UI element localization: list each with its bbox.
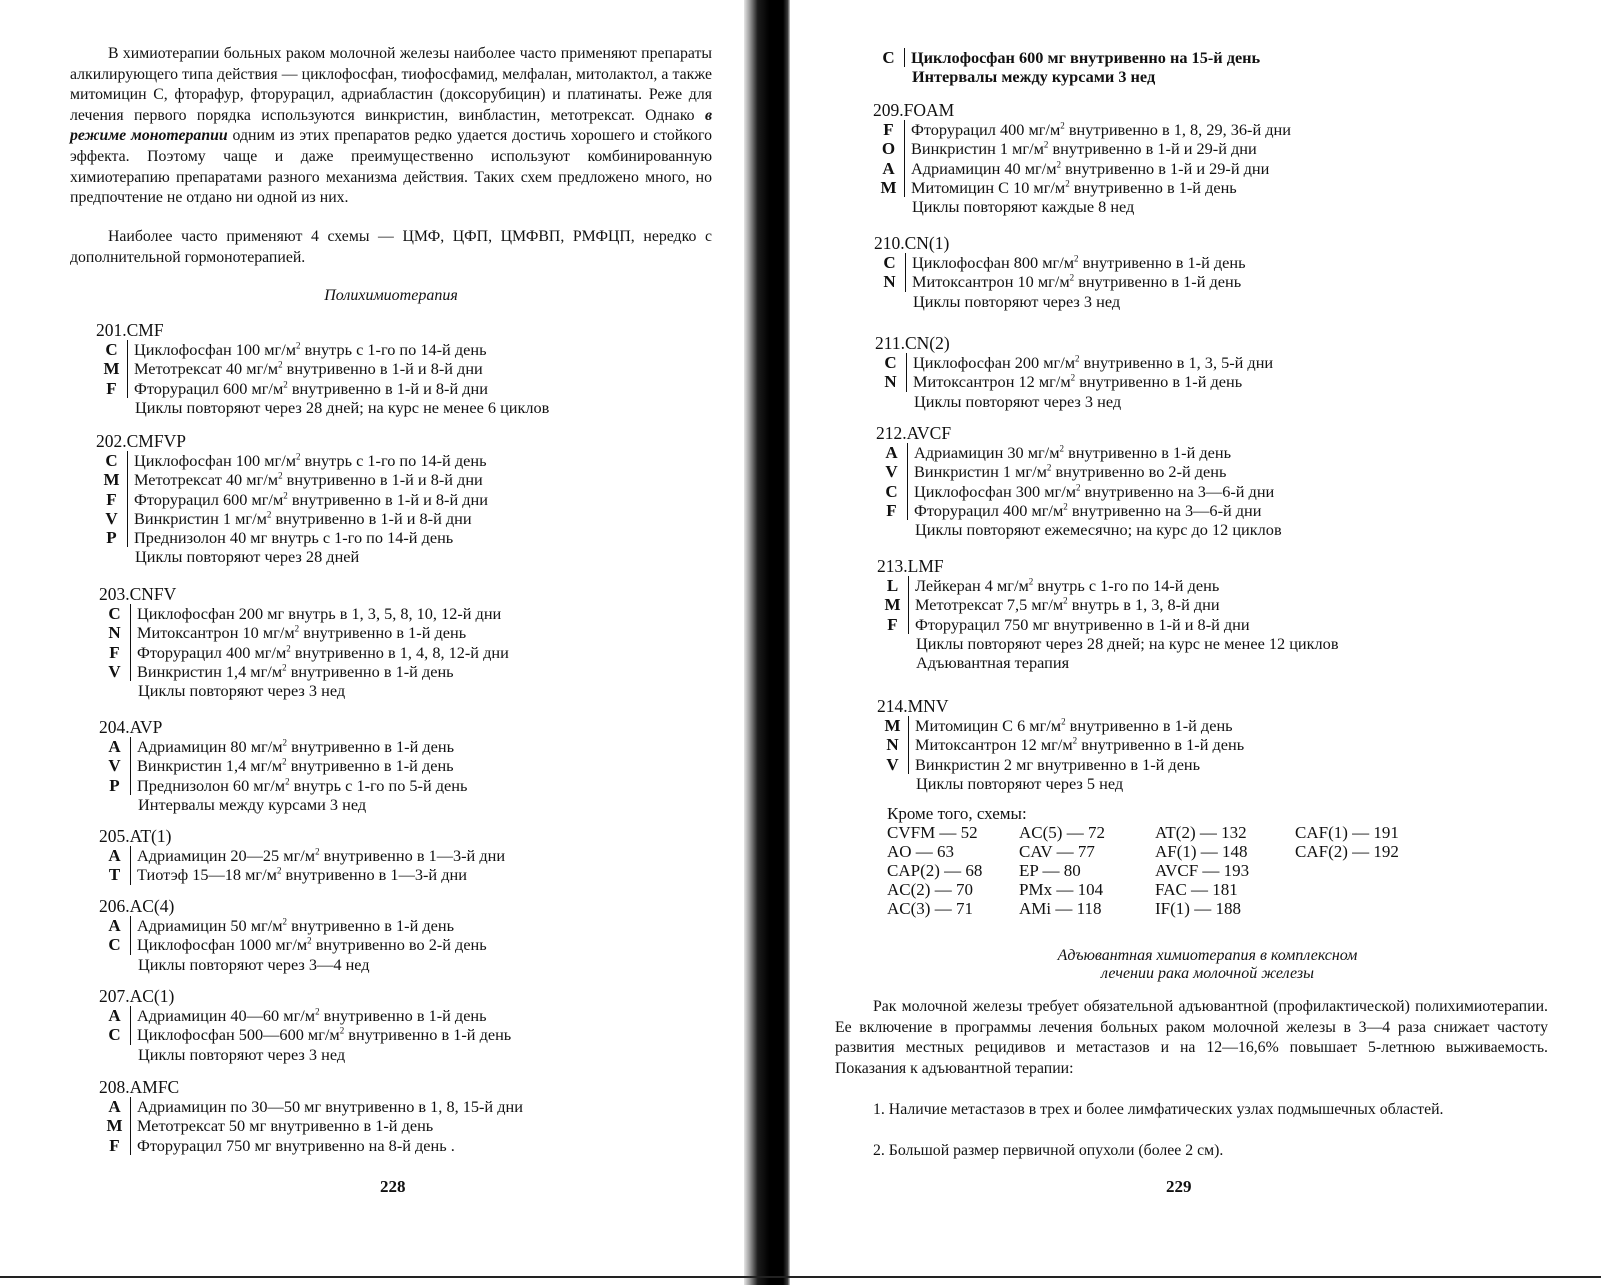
drug-dose: Винкристин 2 мг внутривенно в 1-й день [908, 755, 1200, 774]
page-number-right: 229 [1166, 1177, 1192, 1196]
drug-row [875, 372, 1273, 391]
drug-row [99, 756, 467, 775]
adjuvant-heading [845, 947, 1570, 983]
regimen-title [877, 696, 1244, 716]
drug-dose: Циклофосфан 600 мг внутривенно на 15-й день [904, 48, 1260, 67]
drug-row [876, 462, 1282, 481]
other-regimen-ref: CAP(2) — 68 [887, 861, 983, 880]
indication-2: 2. Большой размер первичной опухоли (более 2 см). [873, 1142, 1224, 1159]
regimen-name: CMF [126, 320, 164, 340]
regimen-title [99, 896, 487, 916]
regimen-name: CNFV [129, 584, 177, 604]
drug-letter: F [883, 120, 894, 139]
drug-dose: Митомицин С 6 $мг/м^2$ внутривенно в 1-й день [908, 716, 1233, 735]
regimen-number: 205. [99, 826, 130, 846]
intro-text-a: В химиотерапии больных раком молочной железы наиболее часто применяют препараты алкилирующего типа действия — циклофосфан, тиофосфамид, мелфалан, митолактол, а также митомицин С, фторафур, фторурацил, адриабластин (доксорубицин) и платинаты. Реже для лечения первого порядка используются винкристин, винбластин, метотрексат. Однако [70, 45, 712, 124]
drug-letter: L [886, 576, 899, 595]
drug-dose: Метотрексат 40 $мг/м^2$ внутривенно в 1-й и 8-й дни [127, 470, 483, 489]
drug-dose: Винкристин 1 $мг/м^2$ внутривенно в 1-й и 29-й дни [904, 139, 1257, 158]
regimen-name: AC(4) [129, 896, 175, 916]
drug-dose: Метотрексат 40 $мг/м^2$ внутривенно в 1-й и 8-й дни [127, 359, 483, 378]
drug-row [99, 865, 505, 884]
regimen-note: Адъювантная терапия [916, 653, 1070, 673]
drug-letter: C [882, 48, 895, 67]
drug-row [99, 916, 487, 935]
other-regimen-ref: CVFM — 52 [887, 823, 978, 842]
regimen-name: AVP [129, 717, 163, 737]
other-regimen-ref: AMi — 118 [1019, 899, 1102, 918]
drug-letter: A [882, 158, 895, 178]
drug-dose: Винкристин 1 $мг/м^2$ внутривенно во 2-й день [907, 462, 1226, 481]
regimen-number: 201. [96, 320, 127, 340]
regimen-number: 206. [99, 896, 130, 916]
drug-dose: Тиотэф 15—18 $мг/м^2$ внутривенно в 1—3-й дни [130, 865, 467, 884]
drug-dose: Циклофосфан 200 $мг/м^2$ внутривенно в 1, 3, 5-й дни [906, 353, 1273, 372]
drug-dose: Фторурацил 400 $мг/м^2$ внутривенно в 1, 8, 29, 36-й дни [904, 120, 1291, 139]
drug-letter: A [108, 846, 121, 865]
regimen-note: Циклы повторяют каждые 8 нед [912, 197, 1135, 217]
drug-dose: Винкристин 1 $мг/м^2$ внутривенно в 1-й и 8-й дни [127, 509, 472, 528]
drug-letter: F [886, 500, 897, 520]
regimen-note: Интервалы между курсами 3 нед [912, 67, 1156, 87]
drug-dose: Фторурацил 600 $мг/м^2$ внутривенно в 1-й и 8-й дни [127, 379, 488, 398]
drug-row [99, 776, 467, 795]
other-regimens [887, 804, 1445, 918]
drug-row [875, 353, 1273, 372]
drug-row [99, 1116, 523, 1135]
section-heading: Полихимиотерапия [324, 287, 458, 304]
regimen-title [99, 826, 505, 846]
intro-paragraph-1 [70, 44, 712, 209]
drug-letter: A [108, 916, 121, 935]
other-regimen-ref: AT(2) — 132 [1155, 823, 1247, 842]
regimen-204 [99, 717, 467, 814]
regimen-title [876, 423, 1282, 443]
drug-dose: Циклофосфан 200 мг внутрь в 1, 3, 5, 8, 10, 12-й дни [130, 604, 501, 623]
drug-letter: C [884, 353, 897, 372]
regimen-title [873, 100, 1291, 120]
other-regimen-ref: AO — 63 [887, 842, 955, 861]
drug-row [99, 1097, 523, 1116]
regimen-name: AVCF [906, 423, 952, 443]
drug-dose: Винкристин 1,4 $мг/м^2$ внутривенно в 1-й день [130, 756, 454, 775]
regimen-note: Циклы повторяют через 3—4 нед [138, 954, 370, 974]
regimen-note: Интервалы между курсами 3 нед [138, 794, 367, 814]
drug-row [99, 604, 509, 623]
drug-letter: C [108, 604, 121, 623]
drug-dose: Фторурацил 600 $мг/м^2$ внутривенно в 1-й и 8-й дни [127, 490, 488, 509]
drug-dose: Циклофосфан 100 $мг/м^2$ внутрь с 1-го по 14-й день [127, 340, 487, 359]
drug-dose: Преднизолон 40 мг внутрь с 1-го по 14-й день [127, 528, 453, 547]
regimen-208 [99, 1077, 523, 1155]
drug-letter: C [105, 451, 118, 470]
drug-dose: Фторурацил 400 $мг/м^2$ внутривенно в 1, 4, 8, 12-й дни [130, 643, 509, 662]
other-regimen-ref: AF(1) — 148 [1155, 842, 1248, 861]
drug-dose: Адриамицин 40 $мг/м^2$ внутривенно в 1-й и 29-й дни [904, 159, 1269, 178]
drug-row [877, 576, 1339, 595]
drug-row [877, 755, 1244, 774]
drug-letter: F [109, 1135, 120, 1155]
regimen-number: 212. [876, 423, 907, 443]
drug-row [873, 139, 1291, 158]
regimen-name: MNV [907, 696, 949, 716]
drug-row [873, 159, 1291, 178]
drug-letter: M [884, 595, 901, 615]
regimen-note: Циклы повторяют через 28 дней [135, 547, 360, 567]
regimen-205 [99, 826, 505, 885]
regimen-number: 214. [877, 696, 908, 716]
other-regimen-ref: AC(5) — 72 [1019, 823, 1105, 842]
drug-dose: Адриамицин 20—25 $мг/м^2$ внутривенно в 1—3-й дни [130, 846, 505, 865]
drug-row [96, 379, 549, 398]
drug-dose: Митоксантрон 12 $мг/м^2$ внутривенно в 1-й день [908, 735, 1244, 754]
drug-dose: Адриамицин 30 $мг/м^2$ внутривенно в 1-й день [907, 443, 1231, 462]
regimen-number: 202. [96, 431, 127, 451]
drug-letter: A [885, 443, 898, 462]
other-regimen-ref [1295, 899, 1445, 918]
drug-letter: A [108, 1006, 121, 1025]
regimen-number: 211. [875, 333, 905, 353]
other-regimen-ref [1295, 861, 1445, 880]
intro-paragraph-2: Наиболее часто применяют 4 схемы — ЦМФ, ЦФП, ЦМФВП, РМФЦП, нередко с дополнительной гормонотерапией. [70, 228, 712, 266]
drug-letter: F [106, 489, 117, 509]
drug-letter: N [884, 372, 897, 392]
drug-dose: Метотрексат 50 мг внутривенно в 1-й день [130, 1116, 433, 1135]
drug-dose: Митомицин С 10 $мг/м^2$ внутривенно в 1-й день [904, 178, 1237, 197]
drug-letter: N [886, 735, 899, 755]
other-regimen-ref: PMx — 104 [1019, 880, 1104, 899]
drug-row [99, 623, 509, 642]
regimen-number: 204. [99, 717, 130, 737]
regimen-name: LMF [907, 556, 944, 576]
regimen-211 [875, 333, 1273, 411]
drug-letter: P [106, 528, 117, 548]
regimen-209 [873, 100, 1291, 216]
drug-dose: Митоксантрон 10 $мг/м^2$ внутривенно в 1-й день [130, 623, 466, 642]
regimen-207 [99, 986, 511, 1064]
drug-dose: Лейкеран 4 $мг/м^2$ внутрь с 1-го по 14-й день [908, 576, 1219, 595]
drug-row [96, 528, 488, 547]
regimen-title [877, 556, 1339, 576]
drug-dose: Циклофосфан 300 $мг/м^2$ внутривенно на 3—6-й дни [907, 482, 1274, 501]
page-number-left: 228 [380, 1177, 406, 1196]
indication-1: 1. Наличие метастазов в трех и более лимфатических узлах подмышечных областей. [873, 1101, 1444, 1118]
other-regimen-ref: FAC — 181 [1155, 880, 1238, 899]
drug-letter: C [885, 481, 898, 501]
drug-row [96, 451, 488, 470]
drug-letter: N [108, 623, 121, 643]
drug-letter: C [108, 935, 121, 955]
regimen-note: Циклы повторяют через 3 нед [914, 391, 1122, 411]
regimen-note: Циклы повторяют через 3 нед [913, 291, 1121, 311]
drug-dose: Циклофосфан 500—600 $мг/м^2$ внутривенно в 1-й день [130, 1025, 511, 1044]
other-regimen-ref: AC(3) — 71 [887, 899, 973, 918]
regimen-number: 203. [99, 584, 130, 604]
regimen-number: 209. [873, 100, 904, 120]
drug-letter: M [884, 716, 901, 735]
drug-dose: Фторурацил 750 мг внутривенно в 1-й и 8-й дни [908, 615, 1250, 634]
drug-letter: M [103, 470, 120, 490]
regimen-name: CMFVP [126, 431, 186, 451]
regimen-name: FOAM [903, 100, 955, 120]
regimen-title [99, 584, 509, 604]
drug-row [874, 253, 1246, 272]
drug-dose: Винкристин 1,4 $мг/м^2$ внутривенно в 1-й день [130, 662, 454, 681]
drug-row [99, 846, 505, 865]
drug-row [96, 470, 488, 489]
drug-dose: Адриамицин 80 $мг/м^2$ внутривенно в 1-й день [130, 737, 454, 756]
drug-row [96, 509, 488, 528]
drug-row [877, 615, 1339, 634]
drug-row [96, 490, 488, 509]
other-regimen-ref [1295, 880, 1445, 899]
drug-letter: N [883, 272, 896, 292]
adjuvant-paragraph: Рак молочной железы требует обязательной адъювантной (профилактической) полихимиотерапии. Ее включение в программы лечения больных раком молочной железы в 3—4 раза снижает частоту развития местных рецидивов и метастазов и на 12—16,6% повышает 5-летнюю выживаемость. Показания к адъювантной терапии: [835, 998, 1548, 1077]
regimen-number: 207. [99, 986, 130, 1006]
drug-row [877, 735, 1244, 754]
drug-row [877, 595, 1339, 614]
drug-row [876, 482, 1282, 501]
drug-row [99, 643, 509, 662]
drug-letter: M [880, 177, 897, 197]
drug-letter: V [886, 754, 899, 774]
regimen-note: Циклы повторяют через 28 дней; на курс не менее 12 циклов [916, 633, 1339, 653]
regimen-206 [99, 896, 487, 974]
other-regimen-ref: IF(1) — 188 [1155, 899, 1241, 918]
intro-text-b: одним из этих препаратов редко удается достичь хорошего и стойкого эффекта. Поэтому чаще и даже преимущественно используют комбинированную химиотерапию препаратами разного механизма действия. Таких схем предложено много, но предпочтение не отдано ни одной из них. [70, 127, 712, 207]
drug-letter: P [109, 775, 120, 795]
drug-letter: V [108, 661, 121, 681]
regimen-212 [876, 423, 1282, 539]
regimen-210 [874, 233, 1246, 311]
drug-letter: V [108, 756, 121, 776]
drug-row [873, 120, 1291, 139]
other-regimen-ref: CAF(2) — 192 [1295, 842, 1399, 861]
drug-row [96, 359, 549, 378]
drug-dose: Адриамицин 50 $мг/м^2$ внутривенно в 1-й день [130, 916, 454, 935]
regimen-note: Циклы повторяют через 28 дней; на курс не менее 6 циклов [135, 397, 550, 417]
regimen-214 [877, 696, 1244, 793]
drug-letter: F [887, 614, 898, 634]
drug-row [874, 272, 1246, 291]
adjuvant-heading-line-2: лечении рака молочной железы [1101, 965, 1314, 982]
regimen-name: AMFC [129, 1077, 180, 1097]
regimen-title [874, 233, 1246, 253]
drug-dose: Фторурацил 400 $мг/м^2$ внутривенно на 3—6-й дни [907, 501, 1262, 520]
drug-dose: Циклофосфан 100 $мг/м^2$ внутрь с 1-го по 14-й день [127, 451, 487, 470]
drug-letter: T [108, 865, 121, 885]
drug-row [99, 935, 487, 954]
regimen-title [99, 1077, 523, 1097]
drug-letter: V [885, 462, 898, 482]
regimen-title [875, 333, 1273, 353]
page-bottom-edge [0, 1276, 1601, 1278]
drug-row [876, 443, 1282, 462]
drug-letter: F [106, 378, 117, 398]
drug-row [99, 1006, 511, 1025]
regimen-title [96, 320, 549, 340]
drug-dose: Циклофосфан 1000 $мг/м^2$ внутривенно во 2-й день [130, 935, 487, 954]
drug-dose: Преднизолон 60 $мг/м^2$ внутрь с 1-го по 5-й день [130, 776, 467, 795]
drug-letter: C [883, 253, 896, 272]
drug-letter: F [109, 642, 120, 662]
drug-dose: Адриамицин по 30—50 мг внутривенно в 1, 8, 15-й дни [130, 1097, 523, 1116]
regimen-note: Циклы повторяют через 3 нед [138, 1044, 346, 1064]
other-regimen-ref: EP — 80 [1019, 861, 1081, 880]
regimen-title [99, 717, 467, 737]
drug-dose: Фторурацил 750 мг внутривенно на 8-й день . [130, 1136, 455, 1155]
regimen-number: 213. [877, 556, 908, 576]
drug-letter: M [103, 359, 120, 379]
drug-row [876, 501, 1282, 520]
regimen-208-continued [873, 48, 1260, 87]
regimen-name: AT(1) [129, 826, 172, 846]
regimen-201 [96, 320, 549, 417]
drug-letter: A [108, 1097, 121, 1116]
intro-emphasis: в режиме монотерапии [70, 106, 712, 145]
drug-row [873, 48, 1260, 67]
drug-dose: Митоксантрон 12 $мг/м^2$ внутривенно в 1-й день [906, 372, 1242, 391]
regimen-note: Циклы повторяют через 5 нед [916, 773, 1124, 793]
drug-dose: Циклофосфан 800 $мг/м^2$ внутривенно в 1-й день [905, 253, 1246, 272]
other-regimens-label: Кроме того, схемы: [887, 804, 1027, 823]
regimen-name: CN(2) [904, 333, 950, 353]
other-regimen-ref: CAV — 77 [1019, 842, 1095, 861]
drug-row [99, 1136, 523, 1155]
regimen-name: AC(1) [129, 986, 175, 1006]
regimen-203 [99, 584, 509, 700]
other-regimen-ref: AVCF — 193 [1155, 861, 1250, 880]
drug-dose: Адриамицин 40—60 $мг/м^2$ внутривенно в 1-й день [130, 1006, 487, 1025]
drug-row [873, 178, 1291, 197]
drug-letter: C [108, 1025, 121, 1045]
regimen-title [96, 431, 488, 451]
regimen-213 [877, 556, 1339, 672]
drug-letter: C [105, 340, 118, 359]
regimen-title [99, 986, 511, 1006]
regimen-name: CN(1) [904, 233, 950, 253]
other-regimen-ref: AC(2) — 70 [887, 880, 973, 899]
drug-row [96, 340, 549, 359]
regimen-number: 208. [99, 1077, 130, 1097]
drug-dose: Митоксантрон 10 $мг/м^2$ внутривенно в 1-й день [905, 272, 1241, 291]
adjuvant-heading-line-1: Адъювантная химиотерапия в комплексном [1057, 947, 1358, 964]
drug-row [99, 1025, 511, 1044]
drug-letter: O [881, 139, 896, 159]
regimen-note: Циклы повторяют ежемесячно; на курс до 12 циклов [915, 520, 1282, 540]
regimen-202 [96, 431, 488, 567]
book-binding [744, 0, 790, 1285]
regimen-number: 210. [874, 233, 905, 253]
drug-dose: Метотрексат 7,5 $мг/м^2$ внутрь в 1, 3, 8-й дни [908, 595, 1220, 614]
other-regimen-ref: CAF(1) — 191 [1295, 823, 1399, 842]
drug-letter: V [105, 508, 118, 528]
drug-row [99, 662, 509, 681]
drug-letter: A [108, 737, 121, 756]
drug-row [99, 737, 467, 756]
drug-row [877, 716, 1244, 735]
drug-letter: M [106, 1116, 123, 1136]
other-regimens-grid [887, 823, 1445, 918]
regimen-note: Циклы повторяют через 3 нед [138, 681, 346, 701]
